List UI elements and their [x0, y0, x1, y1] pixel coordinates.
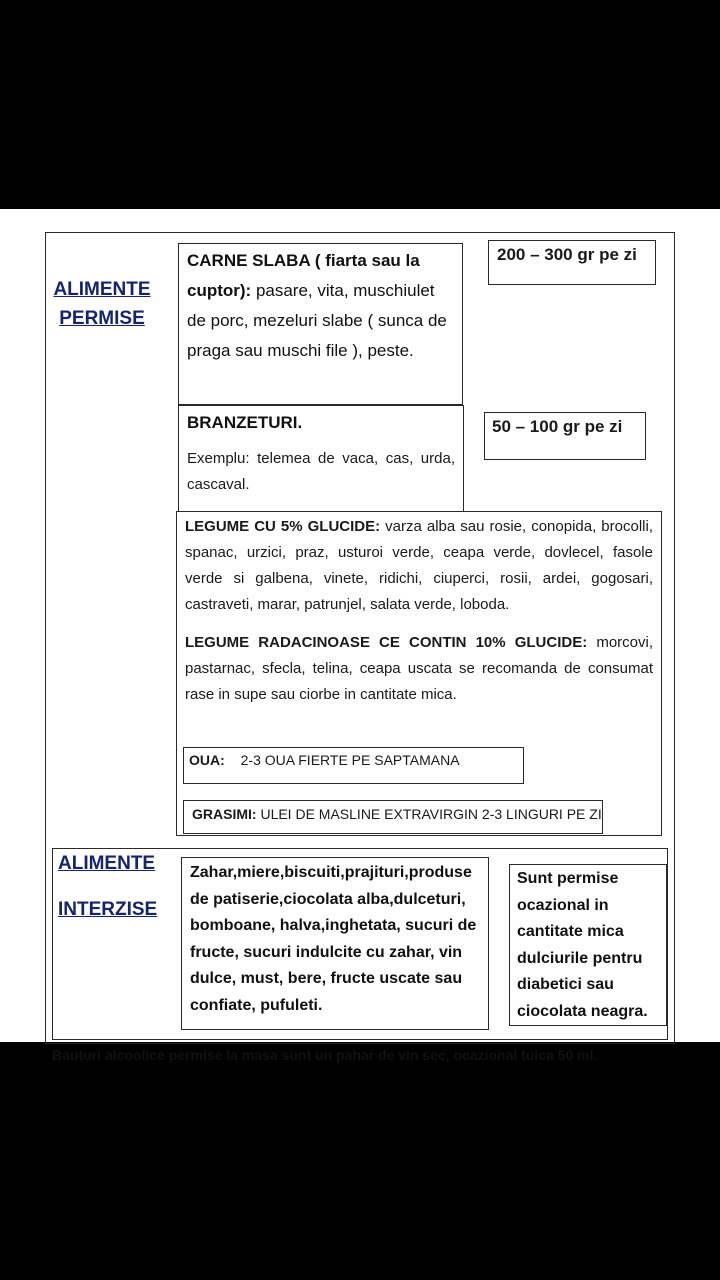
carne-heading: CARNE SLABA ( fiarta sau la cuptor):: [187, 251, 420, 300]
branzeturi-box: [178, 405, 464, 512]
interzise-list-box: [181, 857, 489, 1030]
branzeturi-amount-box: [484, 412, 646, 460]
oua-box: [183, 747, 524, 784]
section-label-interzise: [58, 849, 164, 925]
legume5-heading: LEGUME CU 5% GLUCIDE:: [185, 518, 381, 535]
carne-amount-box: [488, 240, 656, 285]
carne-text: [187, 246, 454, 366]
grasimi-description: ULEI DE MASLINE EXTRAVIRGIN 2-3 LINGURI PE ZI: [256, 806, 602, 822]
legume10-description: morcovi, pastarnac, sfecla, telina, ceapa uscata se recomanda de consumat rase in supe sau ciorbe in cantitate mica.: [185, 634, 653, 703]
interzise-note-box: [509, 864, 667, 1026]
legume10-heading: LEGUME RADACINOASE CE CONTIN 10% GLUCIDE:: [185, 634, 588, 651]
legume5-description: varza alba sau rosie, conopida, brocolli, spanac, urzici, praz, usturoi verde, ceapa verde, dovlecel, fasole verde si galbena, vinete, ridichi, ciuperci, rosii, ardei, gogosari, castraveti, marar, patrunjel, salata verde, loboda.: [185, 518, 653, 613]
label-line: INTERZISE: [58, 899, 158, 920]
branzeturi-heading: BRANZETURI.: [187, 413, 303, 432]
legume10-text: [185, 630, 653, 708]
interzise-list: Zahar,miere,biscuiti,prajituri,produse de patiserie,ciocolata alba,dulceturi, bomboane, halva,inghetata, sucuri de fructe, sucuri indulcite cu zahar, vin dulce, must, bere, fructe uscate sau confiate, pufuleti.: [190, 864, 477, 1014]
footer-note: Bauturi alcoolice permise la masa sunt un pahar de vin sec, ocazional tuica 50 ml.: [52, 1047, 598, 1063]
grasimi-heading: GRASIMI:: [192, 806, 257, 822]
section-label-permise: [48, 275, 156, 333]
label-line: ALIMENTE: [53, 279, 151, 300]
branzeturi-amount: 50 – 100 gr pe zi: [492, 417, 623, 436]
grasimi-box: [183, 800, 603, 834]
label-line: ALIMENTE: [58, 853, 156, 874]
carne-amount: 200 – 300 gr pe zi: [497, 245, 637, 264]
label-line: PERMISE: [59, 308, 145, 329]
oua-description: 2-3 OUA FIERTE PE SAPTAMANA: [240, 752, 460, 768]
document-page: [0, 209, 720, 1063]
oua-heading: OUA:: [189, 752, 225, 768]
carne-description: pasare, vita, muschiulet de porc, mezeluri slabe ( sunca de praga sau muschi file ), peste.: [187, 281, 447, 360]
legume5-text: [185, 514, 653, 618]
branzeturi-description: Exemplu: telemea de vaca, cas, urda, cascaval.: [187, 450, 455, 493]
carne-box: [178, 243, 463, 405]
interzise-note: Sunt permise ocazional in cantitate mica dulciurile pentru diabetici sau ciocolata neagra.: [517, 870, 648, 1020]
legume-box: [176, 511, 662, 836]
